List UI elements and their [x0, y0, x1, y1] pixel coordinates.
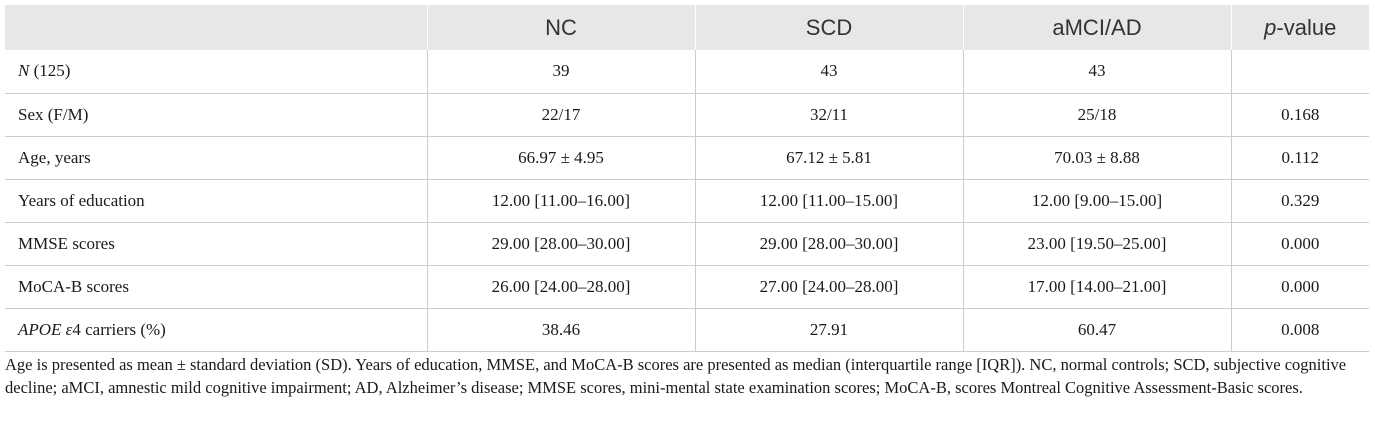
cell-nc: 29.00 [28.00–30.00] — [427, 222, 695, 265]
cell-nc: 12.00 [11.00–16.00] — [427, 179, 695, 222]
cell-scd: 32/11 — [695, 93, 963, 136]
cell-scd: 27.91 — [695, 308, 963, 351]
header-p-rest: -value — [1276, 14, 1337, 40]
table-row — [5, 308, 1369, 351]
cell-p: 0.000 — [1231, 222, 1369, 265]
cell-amci: 17.00 [14.00–21.00] — [963, 265, 1231, 308]
cell-scd: 12.00 [11.00–15.00] — [695, 179, 963, 222]
cell-scd: 67.12 ± 5.81 — [695, 136, 963, 179]
row-label-age: Age, years — [5, 136, 427, 179]
table-body — [5, 50, 1369, 351]
row-label-apoe-italic: APOE ε — [18, 319, 73, 339]
cell-p: 0.112 — [1231, 136, 1369, 179]
table-footnote: Age is presented as mean ± standard deviation (SD). Years of education, MMSE, and MoCA-B scores are presented as median (interquartile range [IQR]). NC, normal controls; SCD, subjective cognitive decline; aMCI, amnestic mild cognitive impairment; AD, Alzheimer’s disease; MMSE scores, mini-mental state examination scores; MoCA-B, scores Montreal Cognitive Assessment-Basic scores. — [5, 355, 1347, 397]
row-label-apoe-rest: 4 carriers (%) — [72, 319, 166, 339]
row-label-sex: Sex (F/M) — [5, 93, 427, 136]
header-scd: SCD — [695, 5, 963, 50]
table-row — [5, 50, 1369, 93]
demographics-table — [5, 5, 1369, 352]
header-row — [5, 5, 1369, 50]
cell-amci: 70.03 ± 8.88 — [963, 136, 1231, 179]
row-label-n — [5, 50, 427, 93]
cell-nc: 39 — [427, 50, 695, 93]
cell-p: 0.008 — [1231, 308, 1369, 351]
row-label-n-rest: (125) — [29, 61, 71, 81]
table-row — [5, 179, 1369, 222]
table-header — [5, 5, 1369, 50]
cell-amci: 23.00 [19.50–25.00] — [963, 222, 1231, 265]
cell-amci: 25/18 — [963, 93, 1231, 136]
cell-nc: 26.00 [24.00–28.00] — [427, 265, 695, 308]
cell-p — [1231, 50, 1369, 93]
table-row — [5, 136, 1369, 179]
cell-amci: 12.00 [9.00–15.00] — [963, 179, 1231, 222]
cell-amci: 60.47 — [963, 308, 1231, 351]
header-p-italic: p — [1264, 14, 1277, 40]
header-nc: NC — [427, 5, 695, 50]
row-label-moca: MoCA-B scores — [5, 265, 427, 308]
row-label-n-italic: N — [18, 61, 30, 81]
cell-p: 0.329 — [1231, 179, 1369, 222]
cell-scd: 43 — [695, 50, 963, 93]
header-p-value — [1231, 5, 1369, 50]
row-label-education: Years of education — [5, 179, 427, 222]
cell-scd: 29.00 [28.00–30.00] — [695, 222, 963, 265]
cell-p: 0.168 — [1231, 93, 1369, 136]
table-row — [5, 93, 1369, 136]
cell-nc: 22/17 — [427, 93, 695, 136]
cell-amci: 43 — [963, 50, 1231, 93]
cell-scd: 27.00 [24.00–28.00] — [695, 265, 963, 308]
header-amci-ad: aMCI/AD — [963, 5, 1231, 50]
cell-nc: 38.46 — [427, 308, 695, 351]
header-stub — [5, 5, 427, 50]
table-row — [5, 265, 1369, 308]
table-row — [5, 222, 1369, 265]
row-label-mmse: MMSE scores — [5, 222, 427, 265]
row-label-apoe — [5, 308, 427, 351]
cell-nc: 66.97 ± 4.95 — [427, 136, 695, 179]
cell-p: 0.000 — [1231, 265, 1369, 308]
